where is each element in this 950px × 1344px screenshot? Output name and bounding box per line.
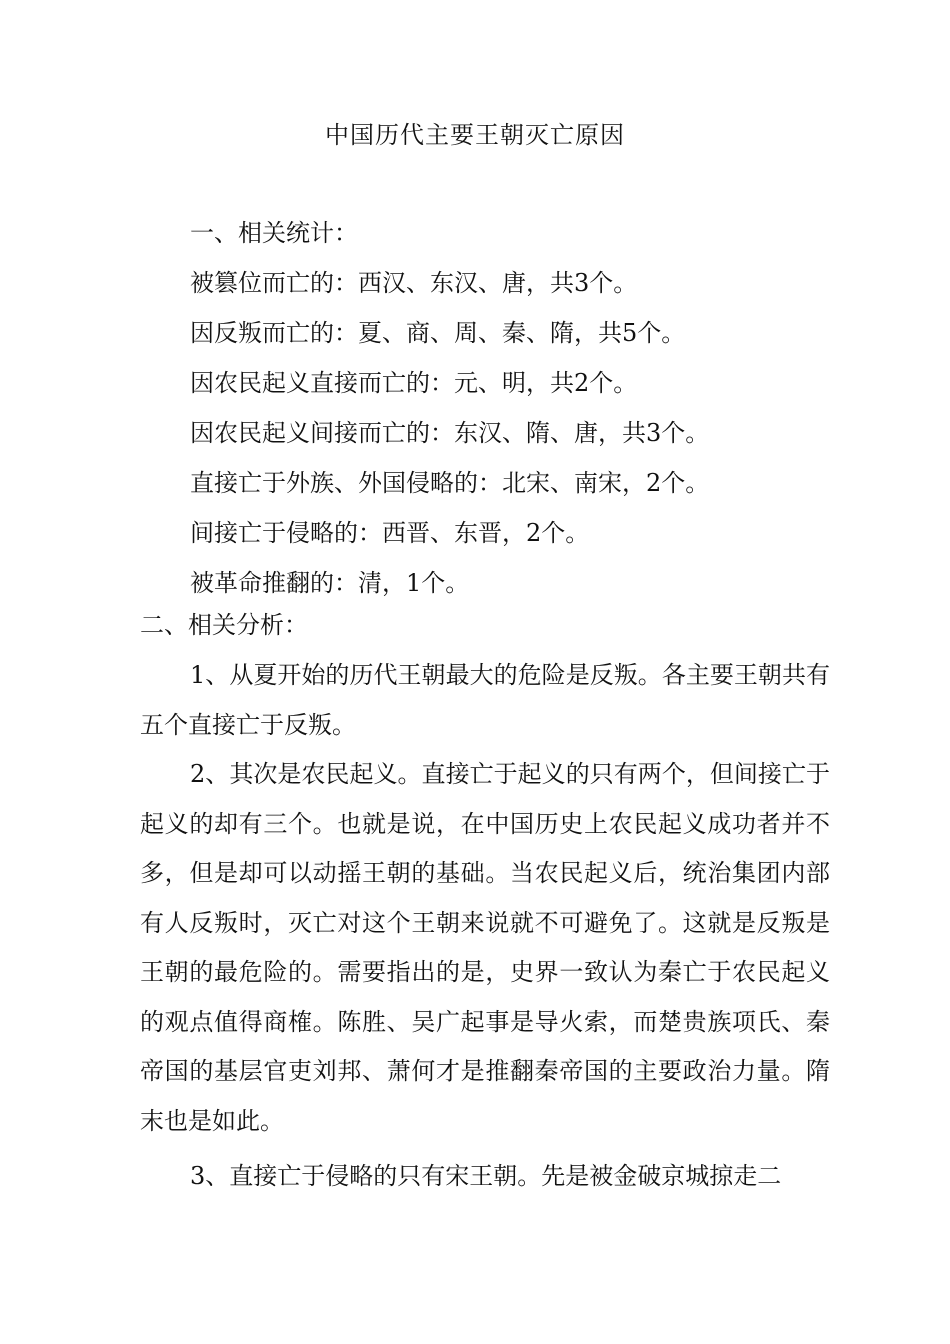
statistics-list: [190, 208, 830, 608]
analysis-paragraph-3: 3、直接亡于侵略的只有宋王朝。先是被金破京城掠走二: [190, 1162, 782, 1190]
stat-item: 因反叛而亡的：夏、商、周、秦、隋，共5个。: [190, 319, 686, 347]
stat-item: 被篡位而亡的：西汉、东汉、唐，共3个。: [190, 269, 638, 297]
stat-item: 因农民起义直接而亡的：元、明，共2个。: [190, 369, 638, 397]
section1-heading: 一、相关统计：: [190, 219, 358, 247]
document-title: 中国历代主要王朝灭亡原因: [325, 121, 625, 149]
analysis-paragraph-1: 1、从夏开始的历代王朝最大的危险是反叛。各主要王朝共有五个直接亡于反叛。: [140, 661, 830, 739]
stat-item: 被革命推翻的：清，1个。: [190, 569, 470, 597]
stat-item: 间接亡于侵略的：西晋、东晋，2个。: [190, 519, 590, 547]
stat-item: 因农民起义间接而亡的：东汉、隋、唐，共3个。: [190, 419, 710, 447]
analysis-paragraph-2: 2、其次是农民起义。直接亡于起义的只有两个，但间接亡于起义的却有三个。也就是说，在中国历史上农民起义成功者并不多，但是却可以动摇王朝的基础。当农民起义后，统治集团内部有人反叛时，灭亡对这个王朝来说就不可避免了。这就是反叛是王朝的最危险的。需要指出的是，史界一致认为秦亡于农民起义的观点值得商榷。陈胜、吴广起事是导火索，而楚贵族项氏、秦帝国的基层官吏刘邦、萧何才是推翻秦帝国的主要政治力量。隋末也是如此。: [140, 760, 830, 1135]
section2-heading: 二、相关分析：: [140, 611, 308, 639]
stat-item: 直接亡于外族、外国侵略的：北宋、南宋，2个。: [190, 469, 710, 497]
